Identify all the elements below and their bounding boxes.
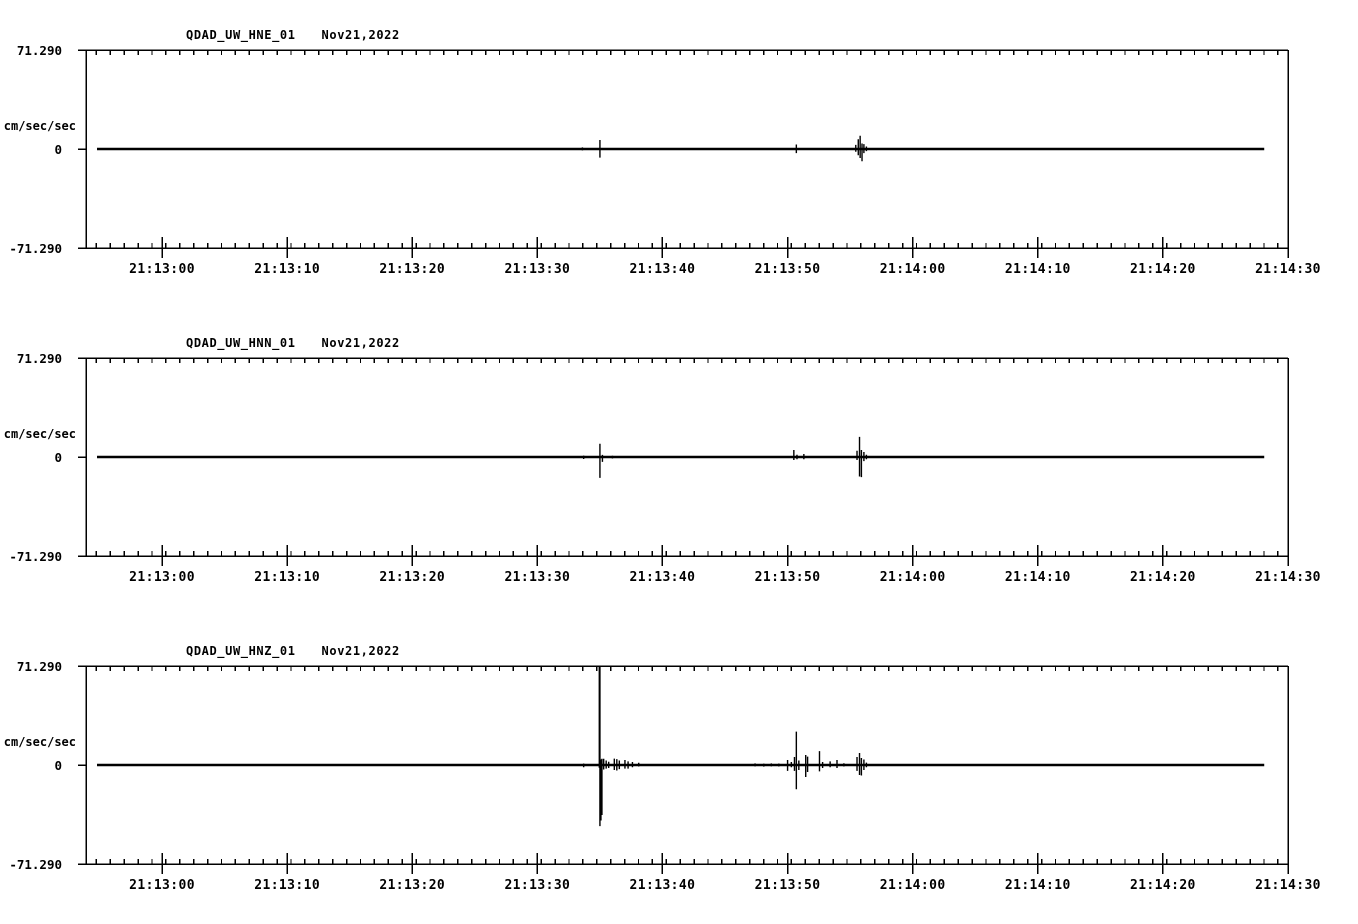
x-axis-tick-label: 21:13:50 [754,570,821,585]
trace-station-id: QDAD_UW_HNN_01 [186,336,296,350]
x-axis-tick-label: 21:14:10 [1004,262,1071,277]
trace-title [186,336,400,352]
x-axis-tick-label: 21:14:20 [1129,570,1196,585]
y-axis-zero-label: 0 [54,142,62,157]
y-axis-max-label: 71.290 [16,351,62,366]
y-axis-units-label: cm/sec/sec [3,119,76,133]
x-axis-tick-label: 21:13:10 [254,570,321,585]
x-axis-tick-label: 21:14:10 [1004,570,1071,585]
x-axis-tick-label: 21:13:00 [129,570,195,585]
trace-date-label: Nov21,2022 [321,28,400,42]
seismic-trace-panel [0,0,1358,308]
x-axis-tick-label: 21:14:30 [1255,570,1321,585]
x-axis-tick-label: 21:14:00 [879,262,946,277]
x-axis-tick-label: 21:14:30 [1255,262,1321,277]
x-axis-tick-label: 21:13:40 [629,878,696,893]
x-axis-tick-label: 21:14:00 [879,570,946,585]
trace-station-id: QDAD_UW_HNE_01 [186,28,296,42]
y-axis-zero-label: 0 [54,758,62,773]
x-axis-tick-label: 21:13:30 [504,262,571,277]
y-axis-max-label: 71.290 [16,43,62,58]
x-axis-tick-label: 21:13:50 [754,878,821,893]
trace-title [186,644,400,660]
x-axis-tick-label: 21:14:20 [1129,262,1196,277]
x-axis-tick-label: 21:13:20 [379,570,446,585]
x-axis-tick-label: 21:13:30 [504,570,571,585]
y-axis-units-label: cm/sec/sec [3,427,76,441]
y-axis-min-label: -71.290 [9,241,62,256]
x-axis-tick-label: 21:13:50 [754,262,821,277]
trace-station-id: QDAD_UW_HNZ_01 [186,644,296,658]
x-axis-tick-label: 21:14:20 [1129,878,1196,893]
x-axis-tick-label: 21:13:40 [629,262,696,277]
x-axis-tick-label: 21:13:00 [129,262,195,277]
y-axis-zero-label: 0 [54,450,62,465]
x-axis-tick-label: 21:14:30 [1255,878,1321,893]
x-axis-tick-label: 21:13:10 [254,878,321,893]
x-axis-tick-label: 21:14:00 [879,878,946,893]
trace-date-label: Nov21,2022 [321,336,400,350]
y-axis-max-label: 71.290 [16,659,62,674]
trace-date-label: Nov21,2022 [321,644,400,658]
y-axis-units-label: cm/sec/sec [3,735,76,749]
x-axis-tick-label: 21:13:20 [379,262,446,277]
trace-title [186,28,400,44]
x-axis-tick-label: 21:13:00 [129,878,195,893]
x-axis-tick-label: 21:13:20 [379,878,446,893]
y-axis-min-label: -71.290 [9,857,62,872]
x-axis-tick-label: 21:13:40 [629,570,696,585]
x-axis-tick-label: 21:13:10 [254,262,321,277]
waveform-trace [584,666,867,826]
x-axis-tick-label: 21:14:10 [1004,878,1071,893]
x-axis-tick-label: 21:13:30 [504,878,571,893]
seismic-trace-panel [0,308,1358,616]
y-axis-min-label: -71.290 [9,549,62,564]
seismic-trace-panel [0,616,1358,924]
